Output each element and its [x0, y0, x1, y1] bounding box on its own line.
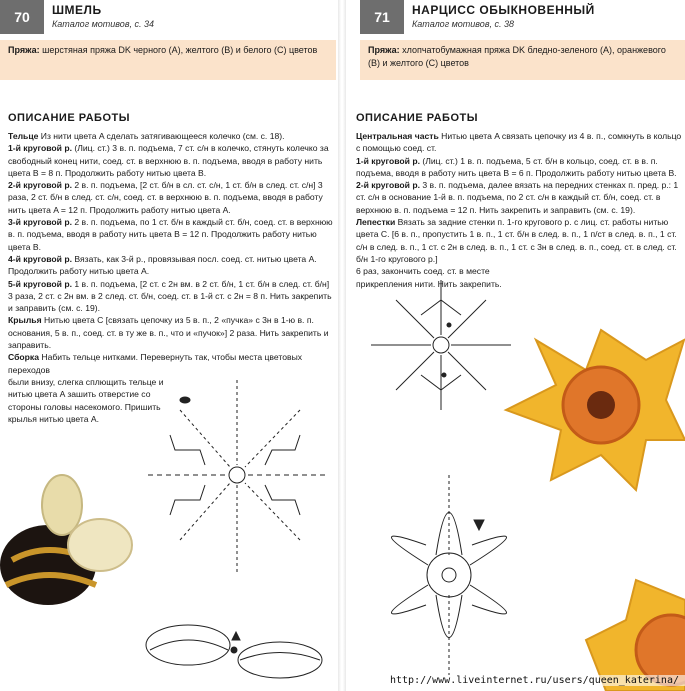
right-pattern-number: 71	[360, 0, 404, 34]
center-crochet-chart	[371, 280, 511, 410]
para-text: 2 в. п. подъема, [2 ст. б/н в сл. ст. с/н, 1 ст. б/н в след. ст. с/н] 3 раза, 2 ст. б/н в след. ст. с/н, соед. ст. в верхнюю в. п. подъема, вводя в работу нить цвета A = 12 п. Продолжить работу нитью цвета A.	[8, 180, 323, 215]
right-paragraph-indent: 6 раз, закончить соед. ст. в месте прикрепления нити. Нить закрепить.	[356, 266, 502, 289]
left-yarn-label: Пряжа:	[8, 45, 40, 55]
daffodil-photo	[506, 330, 685, 691]
para-label: 2-й круговой р.	[356, 180, 420, 191]
para-text: (Лиц. ст.) 1 в. п. подъема, 5 ст. б/н в кольцо, соед. ст. в в. п. подъема, вводя в работу нить цвета B = 6 п. Продолжить работу нитью цвета B.	[356, 155, 677, 178]
para-label: Тельце	[8, 131, 39, 141]
wings-crochet-chart	[146, 625, 322, 678]
left-title: ШМЕЛЬ	[52, 3, 102, 17]
left-yarn-text: шерстяная пряжа DK черного (A), желтого (B) и белого (C) цветов	[42, 45, 318, 55]
left-section-heading: ОПИСАНИЕ РАБОТЫ	[8, 112, 130, 124]
petals-crochet-chart	[391, 475, 506, 675]
right-page	[346, 0, 685, 691]
para-label: Крылья	[8, 315, 42, 326]
para-text: Нитью цвета C [связать цепочку из 5 в. п., 2 «пучка» с 3н в 1-ю в. п. основания, 5 в. п., соед. ст. в ту же в. п., что и «пучок»] 2 раза. Нить закрепить и заправить.	[8, 315, 329, 351]
right-subtitle: Каталог мотивов, с. 38	[412, 19, 515, 29]
left-pattern-number: 70	[0, 0, 44, 34]
para-text: 3 в. п. подъема, далее вязать на передних стенках п. пред. р.: 1 ст. с/н в основание 1-й в. п. подъема, по 2 ст. с/н в каждый ст. б/н, соед. ст. в верхнюю в. п. подъема = 12 п. Нить закрепить и заправить (см. с. 19).	[356, 180, 679, 215]
left-page	[0, 0, 338, 691]
para-text: Из нити цвета A сделать затягивающееся колечко (см. с. 18).	[40, 131, 285, 141]
right-illustrations	[346, 0, 685, 691]
para-label: 4-й круговой р.	[8, 253, 72, 264]
para-label: Лепестки	[356, 217, 396, 228]
left-paragraph-narrow: были внизу, слегка сплющить тельце и нитью цвета A зашить отверстие со стороны головы насекомого. Пришить крылья нитью цвета A.	[8, 376, 164, 424]
right-yarn-text: хлопчатобумажная пряжа DK бледно-зеленого (A), оранжевого (B) и желтого (C) цветов	[368, 45, 666, 68]
para-label: Сборка	[8, 352, 39, 363]
para-label: 5-й круговой р.	[8, 278, 72, 289]
right-section-heading: ОПИСАНИЕ РАБОТЫ	[356, 112, 478, 124]
para-label: 2-й круговой р.	[8, 180, 72, 191]
para-text: 1 в. п. подъема, [2 ст. с 2н вм. в 2 ст. б/н, 1 ст. б/н в след. ст. б/н] 3 раза, 2 ст. с 2н вм. в 2 след. ст. б/н, соед. ст. в 1-й ст. с 2н = 8 п. Нить закрепить и заправить (см. с. 19).	[8, 278, 332, 314]
right-yarn-label: Пряжа:	[368, 45, 400, 55]
left-illustrations	[0, 0, 338, 691]
para-text: Вязать за задние стенки п. 1-го кругового р. с лиц. ст. работы нитью цвета C. [6 в. п., пропустить 1 в. п., 1 ст. б/н в след. в. п., 1 п/ст в след. в. п., 1 ст. с/н в след. в. п., 1 ст. с 2н в след. в. п., 1 ст. с 3н в след. в. п., соед. ст. в след. ст. б/н 1-го кругового р.]	[356, 217, 677, 264]
left-subtitle: Каталог мотивов, с. 34	[52, 19, 155, 29]
para-text: Вязать, как 3-й р., провязывая посл. соед. ст. нитью цвета A. Продолжить работу нитью цвета A.	[8, 253, 317, 277]
bee-crochet-chart	[148, 380, 325, 575]
para-label: Центральная часть	[356, 131, 439, 141]
para-label: 1-й круговой р.	[356, 155, 420, 166]
para-label: 1-й круговой р.	[8, 143, 72, 154]
para-text: Нитью цвета A связать цепочку из 4 в. п., сомкнуть в кольцо с помощью соед. ст.	[356, 131, 682, 154]
para-label: 3-й круговой р.	[8, 217, 72, 228]
right-title: НАРЦИСС ОБЫКНОВЕННЫЙ	[412, 3, 595, 17]
para-text: Набить тельце нитками. Перевернуть так, чтобы места цветовых переходов	[8, 352, 303, 375]
para-text: (Лиц. ст.) 3 в. п. подъема, 7 ст. с/н в колечко, стянуть колечко за свободный конец нити, соед. ст. в верхнюю в. п. подъема, вводя в работу нить цвета B = 8 п. Продолжить работу нитью цвета B.	[8, 143, 329, 178]
book-gutter	[338, 0, 346, 691]
bumblebee-photo	[0, 475, 132, 605]
footer-url: http://www.liveinternet.ru/users/queen_katerina/	[390, 675, 685, 686]
para-text: 2 в. п. подъема, по 1 ст. б/н в каждый ст. б/н, соед. ст. в верхнюю в. п. подъема, вводя в работу нить цвета B = 12 п. Продолжить работу нитью цвета B.	[8, 217, 333, 252]
